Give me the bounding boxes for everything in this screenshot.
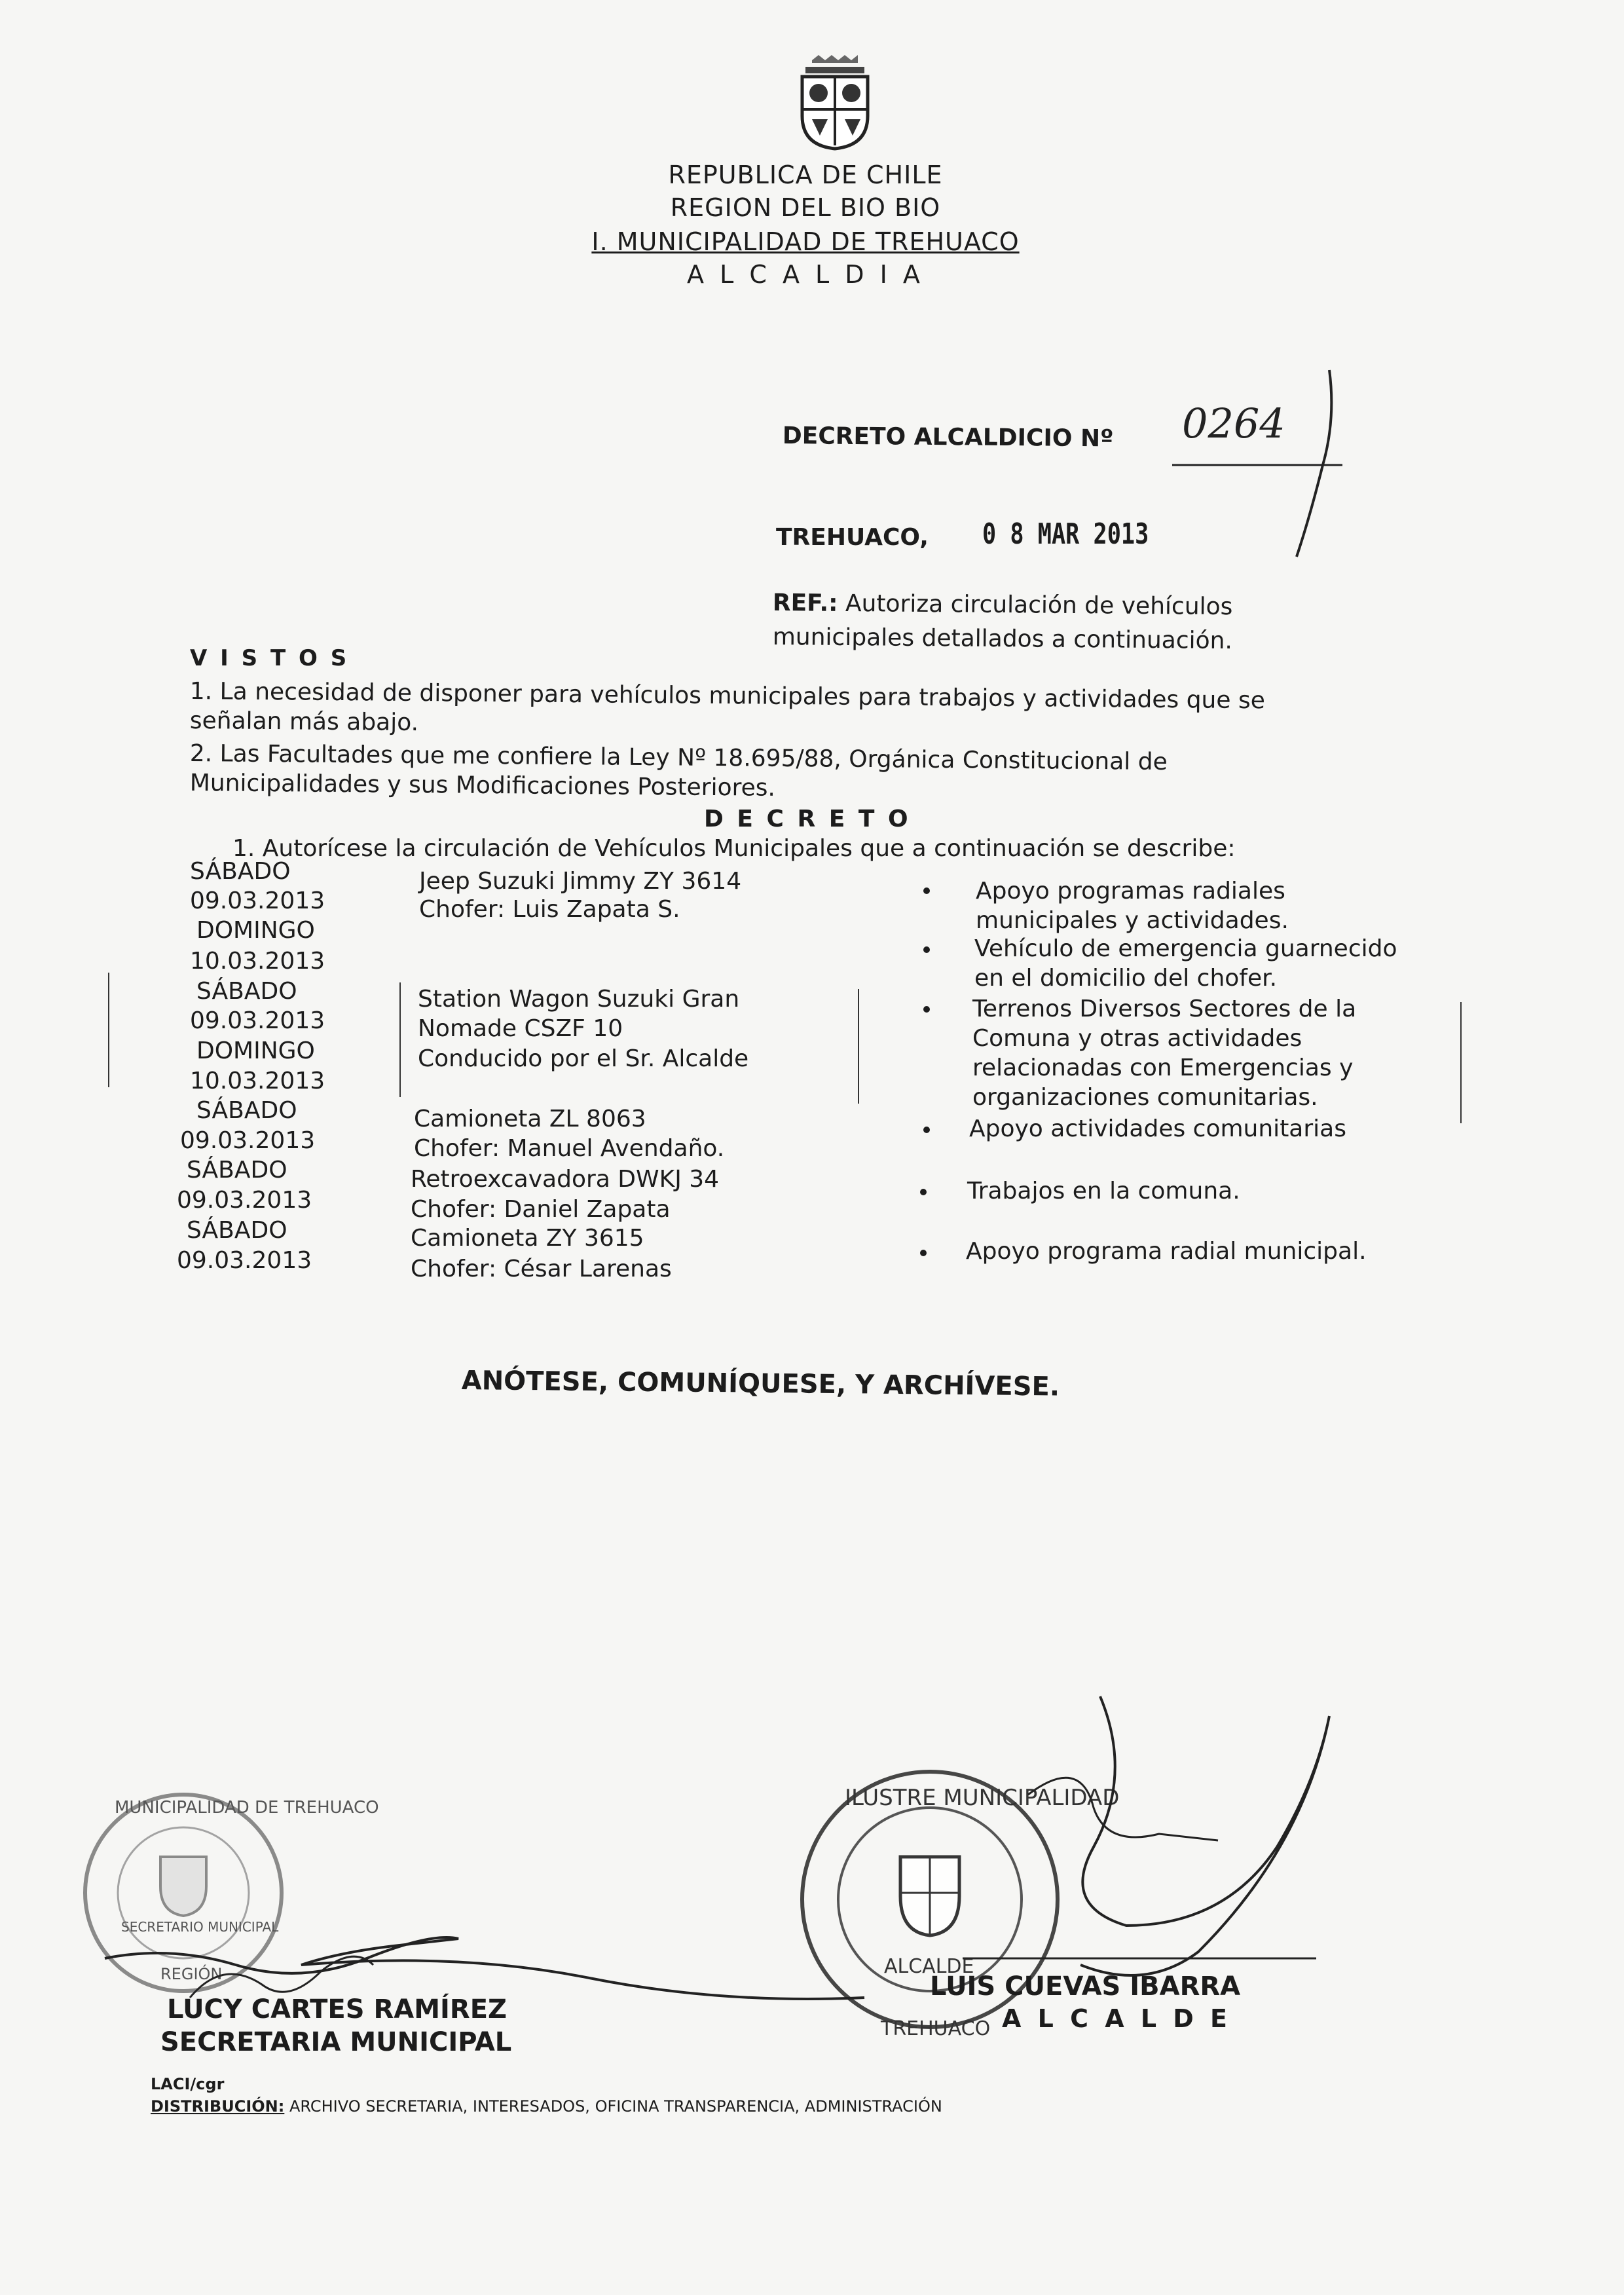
vehicle-line: Station Wagon Suzuki Gran bbox=[418, 986, 740, 1013]
date-label: DOMINGO bbox=[196, 917, 315, 944]
purpose-line: Apoyo actividades comunitarias bbox=[969, 1115, 1346, 1142]
date-value: 10.03.2013 bbox=[190, 948, 325, 975]
vistos-item1-line1: 1. La necesidad de disponer para vehículos municipales para trabajos y actividades que se bbox=[189, 678, 1266, 715]
purpose-line: relacionadas con Emergencias y bbox=[972, 1054, 1354, 1081]
decree-title: DECRETO ALCALDICIO Nº bbox=[782, 422, 1114, 453]
right-stamp-bottom: TREHUACO bbox=[881, 2017, 991, 2040]
purpose-line: Vehículo de emergencia guarnecido bbox=[974, 935, 1397, 962]
purpose-line: municipales y actividades. bbox=[976, 907, 1289, 934]
vistos-item2-line1: 2. Las Facultades que me confiere la Ley Nº 18.695/88, Orgánica Constitucional de bbox=[189, 740, 1168, 776]
right-stamp-ring: ILUSTRE MUNICIPALIDAD bbox=[845, 1785, 1120, 1811]
vistos-item1-line2: señalan más abajo. bbox=[189, 707, 419, 737]
margin-mark bbox=[1460, 1002, 1462, 1123]
distribution-text: ARCHIVO SECRETARIA, INTERESADOS, OFICINA TRANSPARENCIA, ADMINISTRACIÓN bbox=[289, 2097, 942, 2116]
vehicle-line: Camioneta ZL 8063 bbox=[414, 1106, 646, 1132]
left-stamp-bottom: REGIÓN bbox=[160, 1965, 223, 1983]
purpose-line: Apoyo programa radial municipal. bbox=[966, 1238, 1367, 1265]
secretary-title: SECRETARIA MUNICIPAL bbox=[160, 2027, 512, 2057]
header-region: REGION DEL BIO BIO bbox=[670, 193, 941, 222]
purpose-line: Terrenos Diversos Sectores de la bbox=[972, 996, 1357, 1022]
purpose-line: Comuna y otras actividades bbox=[972, 1025, 1302, 1052]
city-label: TREHUACO, bbox=[776, 524, 929, 551]
date-value: 09.03.2013 bbox=[190, 887, 325, 914]
margin-mark bbox=[858, 989, 859, 1104]
vistos-heading: V I S T O S bbox=[190, 645, 350, 671]
margin-mark bbox=[399, 982, 401, 1097]
vehicle-line: Chofer: Luis Zapata S. bbox=[419, 896, 680, 923]
left-stamp-ring: MUNICIPALIDAD DE TREHUACO bbox=[115, 1798, 379, 1818]
date-label: SÁBADO bbox=[190, 858, 291, 885]
purpose-line: Apoyo programas radiales bbox=[976, 878, 1285, 905]
vehicle-line: Chofer: Manuel Avendaño. bbox=[414, 1135, 725, 1162]
ref-text-1: Autoriza circulación de vehículos bbox=[845, 589, 1233, 621]
header-municipality: I. MUNICIPALIDAD DE TREHUACO bbox=[591, 227, 1020, 256]
date-label: SÁBADO bbox=[196, 978, 297, 1005]
bullet bbox=[923, 946, 930, 953]
date-label: SÁBADO bbox=[196, 1097, 297, 1124]
decree-number-underline bbox=[1166, 367, 1349, 563]
vistos-item2-line2: Municipalidades y sus Modificaciones Posteriores. bbox=[189, 770, 776, 802]
vehicle-line: Jeep Suzuki Jimmy ZY 3614 bbox=[419, 868, 742, 895]
secretary-name: LUCY CARTES RAMÍREZ bbox=[167, 1994, 507, 2024]
purpose-line: Trabajos en la comuna. bbox=[967, 1178, 1240, 1204]
bullet bbox=[923, 1127, 930, 1133]
coat-of-arms-icon bbox=[792, 54, 877, 152]
ref-line-2: municipales detallados a continuación. bbox=[772, 624, 1233, 655]
decree-number: 0264 bbox=[1182, 400, 1285, 447]
ref-label: REF.: bbox=[772, 589, 838, 617]
date-label: SÁBADO bbox=[187, 1217, 287, 1244]
date-value: 09.03.2013 bbox=[180, 1127, 316, 1154]
closing-formula: ANÓTESE, COMUNÍQUESE, Y ARCHÍVESE. bbox=[461, 1366, 1060, 1402]
ref-line-1 bbox=[773, 589, 1233, 620]
date-value: 09.03.2013 bbox=[190, 1007, 325, 1034]
vehicle-line: Chofer: César Larenas bbox=[411, 1256, 672, 1282]
left-stamp-center: SECRETARIO MUNICIPAL bbox=[121, 1919, 279, 1935]
date-value: 09.03.2013 bbox=[177, 1247, 312, 1274]
vehicle-line: Nomade CSZF 10 bbox=[418, 1015, 623, 1042]
vehicle-line: Conducido por el Sr. Alcalde bbox=[418, 1045, 749, 1072]
vehicle-line: Retroexcavadora DWKJ 34 bbox=[411, 1166, 720, 1193]
margin-mark bbox=[108, 973, 109, 1087]
purpose-line: en el domicilio del chofer. bbox=[974, 965, 1278, 992]
footer-initials: LACI/cgr bbox=[151, 2075, 225, 2093]
mayor-name: LUIS CUEVAS IBARRA bbox=[930, 1971, 1241, 2002]
date-value: 09.03.2013 bbox=[177, 1187, 312, 1214]
bullet bbox=[920, 1250, 927, 1256]
decreto-intro: 1. Autorícese la circulación de Vehículos Municipales que a continuación se describe: bbox=[232, 835, 1236, 862]
decreto-heading: D E C R E T O bbox=[704, 806, 911, 832]
footer-distribution bbox=[151, 2097, 942, 2116]
date-value: 10.03.2013 bbox=[190, 1068, 325, 1094]
bullet bbox=[920, 1189, 927, 1195]
date-label: DOMINGO bbox=[196, 1037, 315, 1064]
vehicle-line: Camioneta ZY 3615 bbox=[411, 1225, 644, 1252]
mayor-title: A L C A L D E bbox=[1002, 2004, 1232, 2033]
bullet bbox=[923, 1006, 930, 1013]
purpose-line: organizaciones comunitarias. bbox=[972, 1084, 1318, 1111]
header-country: REPUBLICA DE CHILE bbox=[668, 160, 943, 189]
date-label: SÁBADO bbox=[187, 1157, 287, 1184]
decree-date: 0 8 MAR 2013 bbox=[982, 517, 1149, 551]
distribution-label: DISTRIBUCIÓN: bbox=[151, 2097, 285, 2116]
bullet bbox=[923, 887, 930, 894]
vehicle-line: Chofer: Daniel Zapata bbox=[411, 1196, 671, 1223]
right-stamp-center: ALCALDE bbox=[884, 1955, 974, 1978]
header-office: A L C A L D I A bbox=[687, 260, 924, 289]
